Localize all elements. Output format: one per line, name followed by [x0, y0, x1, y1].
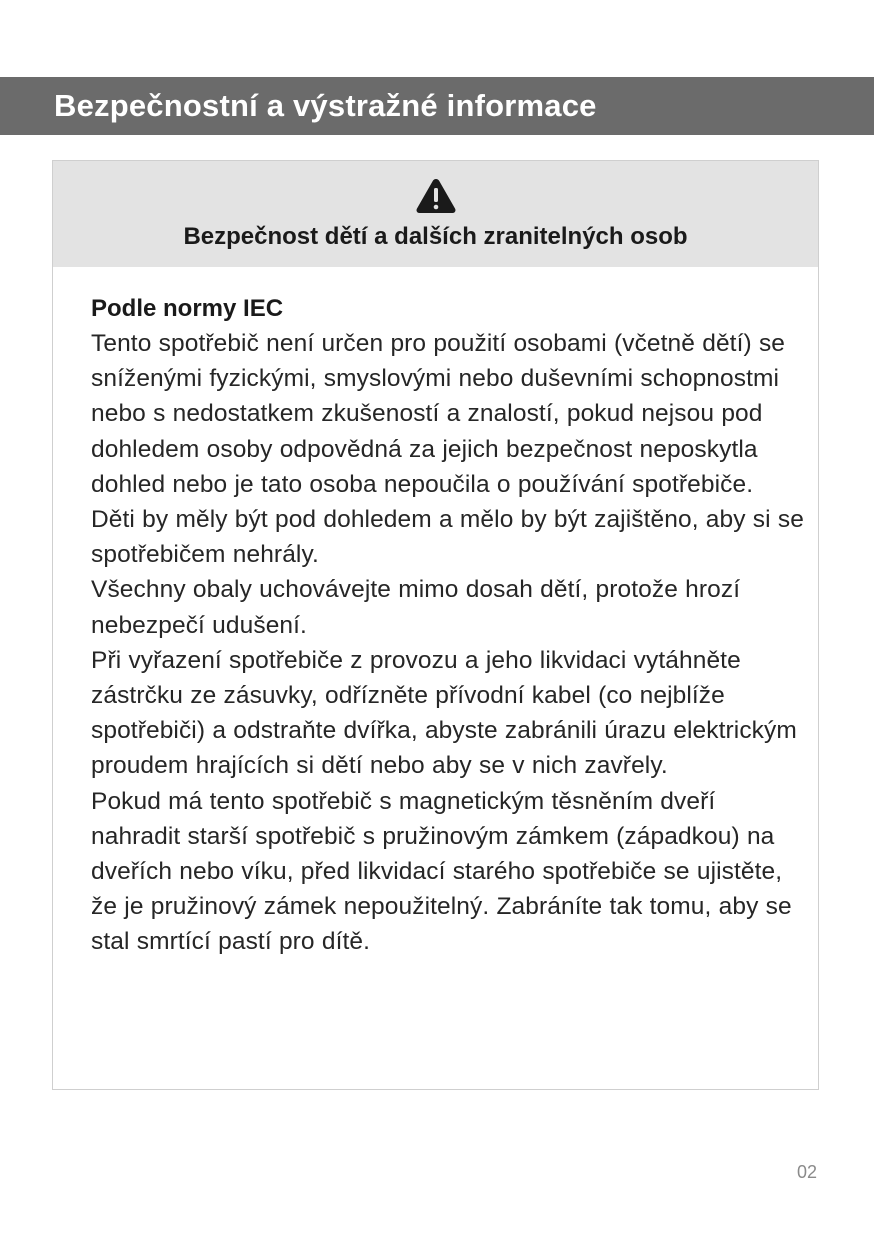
paragraph-supervision: Tento spotřebič není určen pro použití osobami (včetně dětí) se sníženými fyzickými, smyslovými nebo duševními schopnostmi nebo s nedostatkem zkušeností a znalostí, pokud nejsou pod dohledem osoby odpovědná za jejich bezpečnost neposkytla dohled nebo je tato osoba nepoučila o používání spotřebiče. — [91, 330, 786, 498]
warning-box-title: Bezpečnost dětí a dalších zranitelných osob — [183, 223, 688, 250]
warning-box — [52, 160, 819, 1090]
section-title: Bezpečnostní a výstražné informace — [54, 88, 597, 123]
page-number: 02 — [797, 1162, 818, 1182]
warning-box-body — [91, 291, 811, 960]
paragraph-spring-lock: Pokud má tento spotřebič s magnetickým těsněním dveří nahradit starší spotřebič s pružinovým zámkem (západkou) na dveřích nebo víku, před likvidací starého spotřebiče se ujistěte, že je pružinový zámek nepoužitelný. Zabráníte tak tomu, aby se stal smrtící pastí pro dítě. — [91, 787, 792, 956]
paragraph-packaging: Všechny obaly uchovávejte mimo dosah dětí, protože hrozí nebezpečí udušení. — [91, 576, 741, 639]
paragraph-disposal: Při vyřazení spotřebiče z provozu a jeho likvidaci vytáhněte zástrčku ze zásuvky, odřízněte přívodní kabel (co nejblíže spotřebiči) a odstraňte dvířka, abyste zabránili úrazu elektrickým proudem hrajících si dětí nebo aby se v nich zavřely. — [91, 646, 797, 780]
warning-box-header — [53, 161, 818, 267]
paragraph-children-play: Děti by měly být pod dohledem a mělo by být zajištěno, aby si se spotřebičem nehrály. — [91, 506, 804, 569]
section-title-bar — [0, 77, 874, 135]
warning-triangle-icon — [415, 177, 457, 215]
standard-subheading: Podle normy IEC — [91, 295, 284, 322]
